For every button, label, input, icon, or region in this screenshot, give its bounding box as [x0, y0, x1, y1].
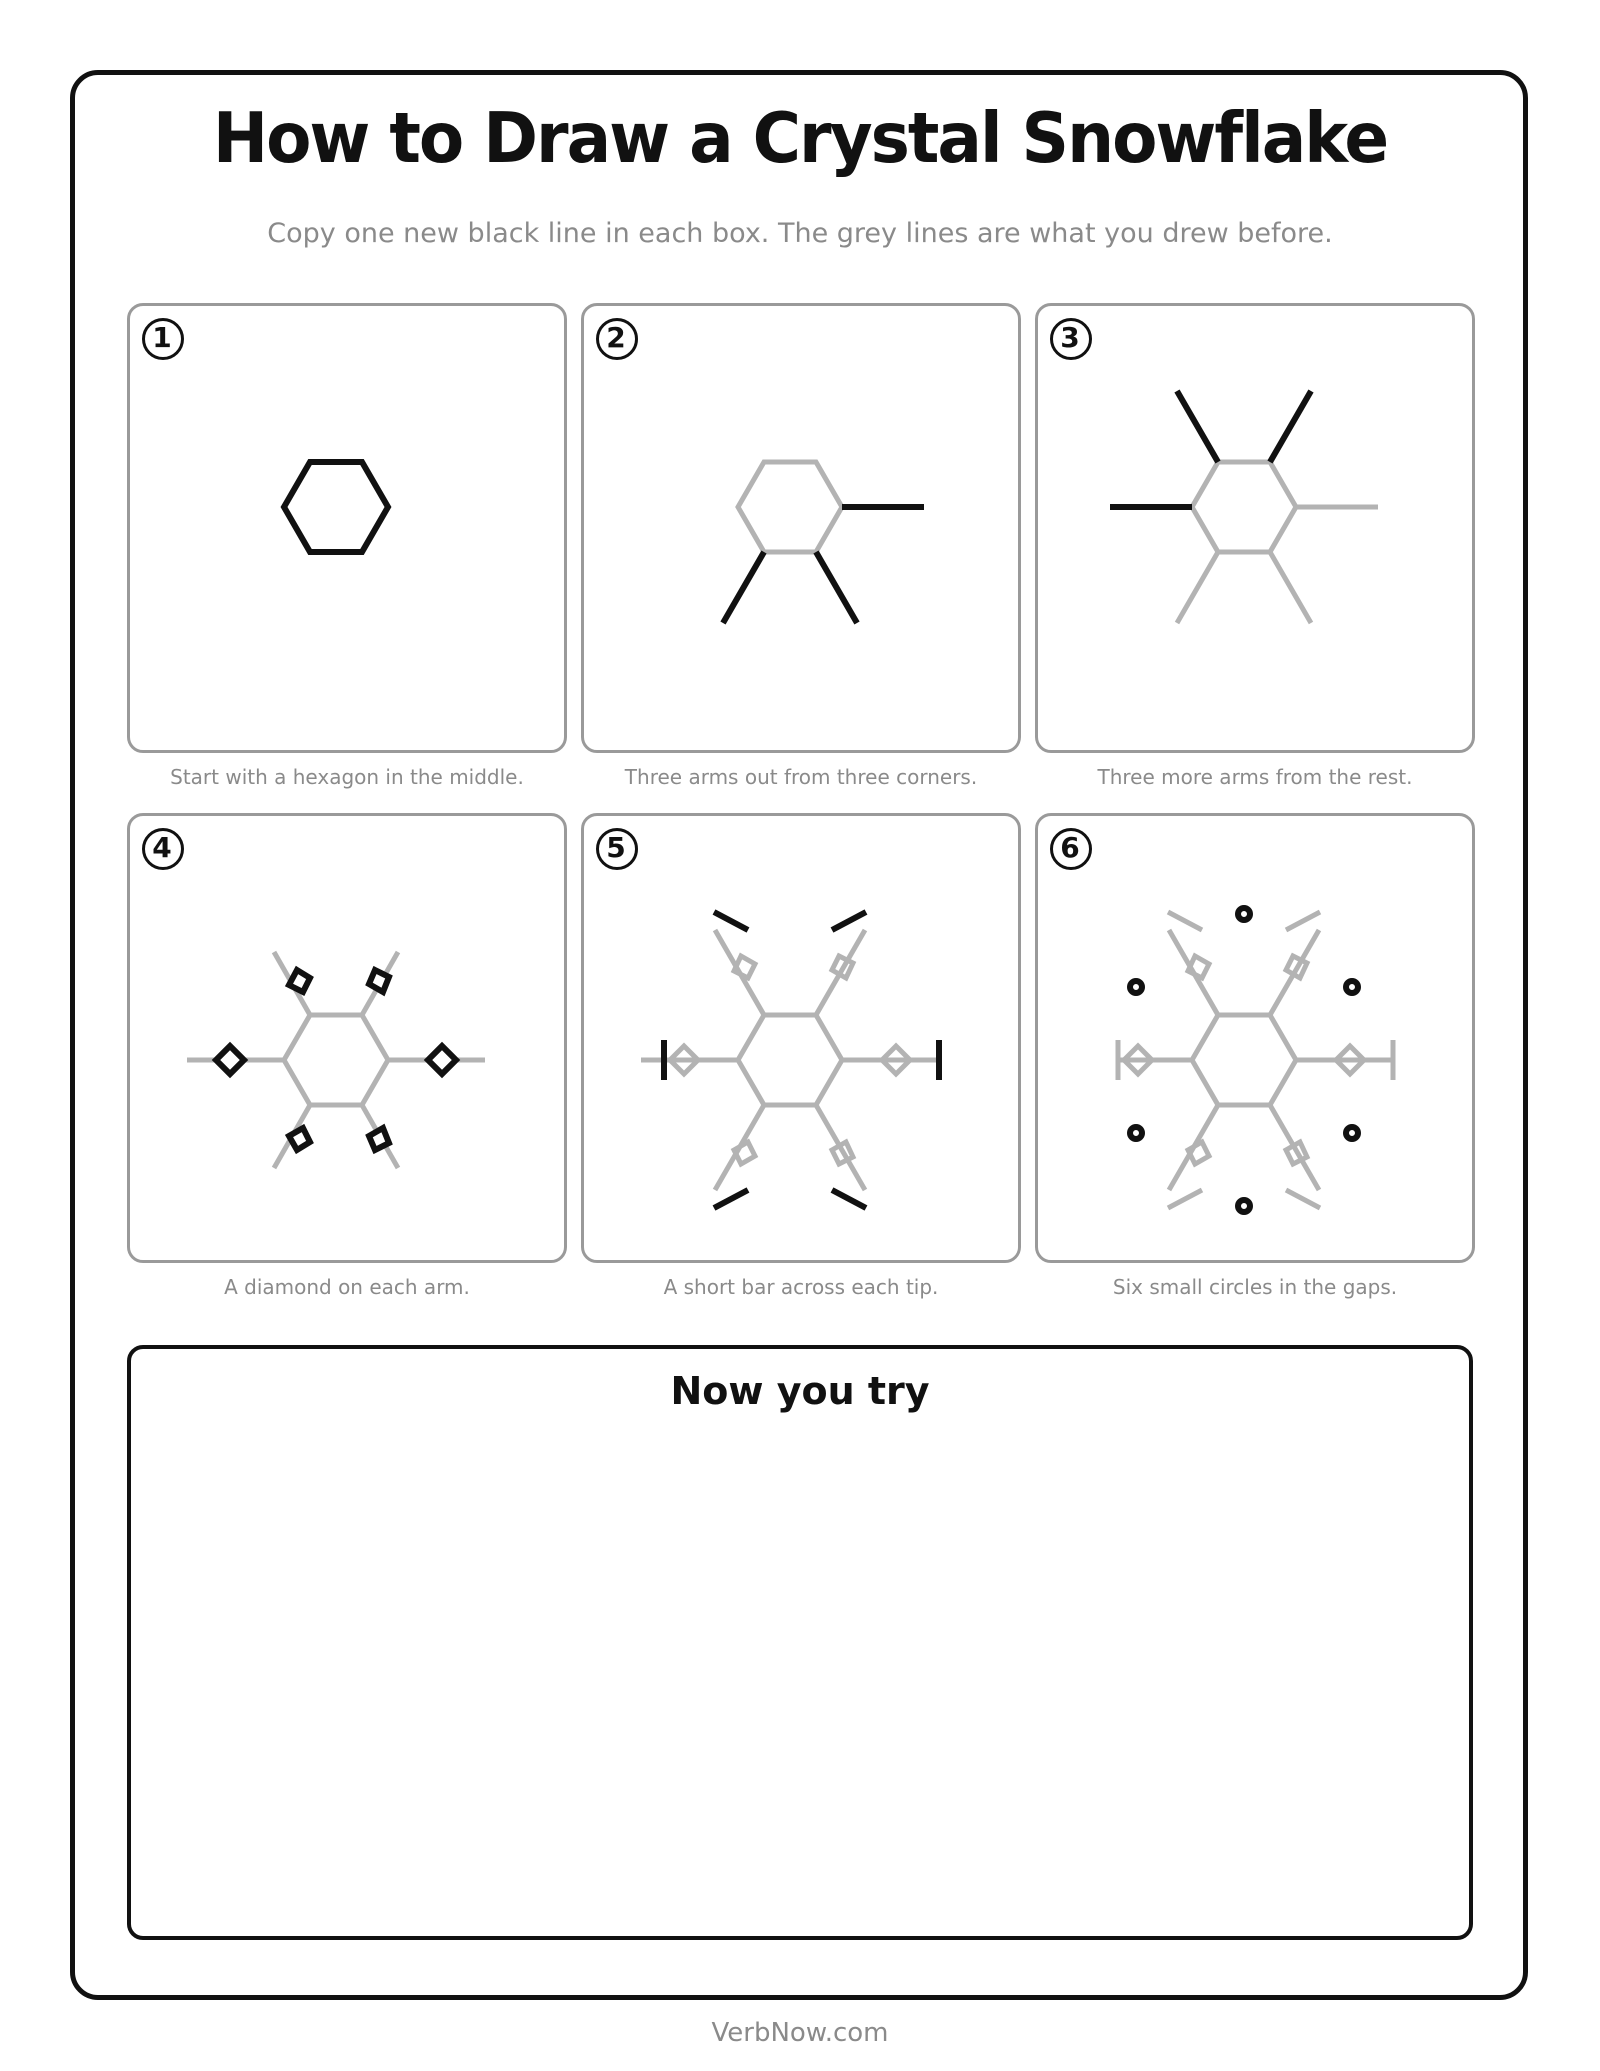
step-6-drawing	[1038, 816, 1472, 1260]
step-caption-2: Three arms out from three corners.	[624, 765, 978, 789]
step-1-drawing	[130, 306, 564, 750]
step-panel-6	[1035, 813, 1475, 1263]
step-caption-4: A diamond on each arm.	[224, 1275, 470, 1299]
practice-drawing-area[interactable]	[127, 1345, 1473, 1940]
step-caption-1: Start with a hexagon in the middle.	[170, 765, 524, 789]
page-subtitle: Copy one new black line in each box. The grey lines are what you drew before.	[267, 218, 1333, 249]
step-number-1: 1	[142, 318, 182, 358]
step-4-drawing	[130, 816, 564, 1260]
previous-lines	[641, 930, 939, 1190]
step-caption-6: Six small circles in the gaps.	[1112, 1275, 1398, 1299]
previous-lines	[1118, 912, 1393, 1208]
page-title: How to Draw a Crystal Snowflake	[212, 98, 1388, 179]
three-arms-new	[723, 507, 924, 623]
step-panel-2	[581, 303, 1021, 753]
step-number-6: 6	[1050, 828, 1090, 868]
step-caption-3: Three more arms from the rest.	[1097, 765, 1413, 789]
step-panel-5	[581, 813, 1021, 1263]
step-3-drawing	[1038, 306, 1472, 750]
previous-lines	[1177, 462, 1378, 623]
footer-brand: VerbNow.com	[711, 2018, 889, 2048]
step-panel-1	[127, 303, 567, 753]
step-number-2: 2	[596, 318, 636, 358]
step-number-4: 4	[142, 828, 182, 868]
step-number-3: 3	[1050, 318, 1090, 358]
step-number-5: 5	[596, 828, 636, 868]
three-arms-new	[1110, 391, 1311, 507]
step-2-drawing	[584, 306, 1018, 750]
step-panel-3	[1035, 303, 1475, 753]
hexagon-new	[284, 462, 388, 552]
step-5-drawing	[584, 816, 1018, 1260]
practice-label: Now you try	[670, 1369, 930, 1413]
step-panel-4	[127, 813, 567, 1263]
hexagon-previous	[738, 462, 842, 552]
step-caption-5: A short bar across each tip.	[663, 1275, 939, 1299]
